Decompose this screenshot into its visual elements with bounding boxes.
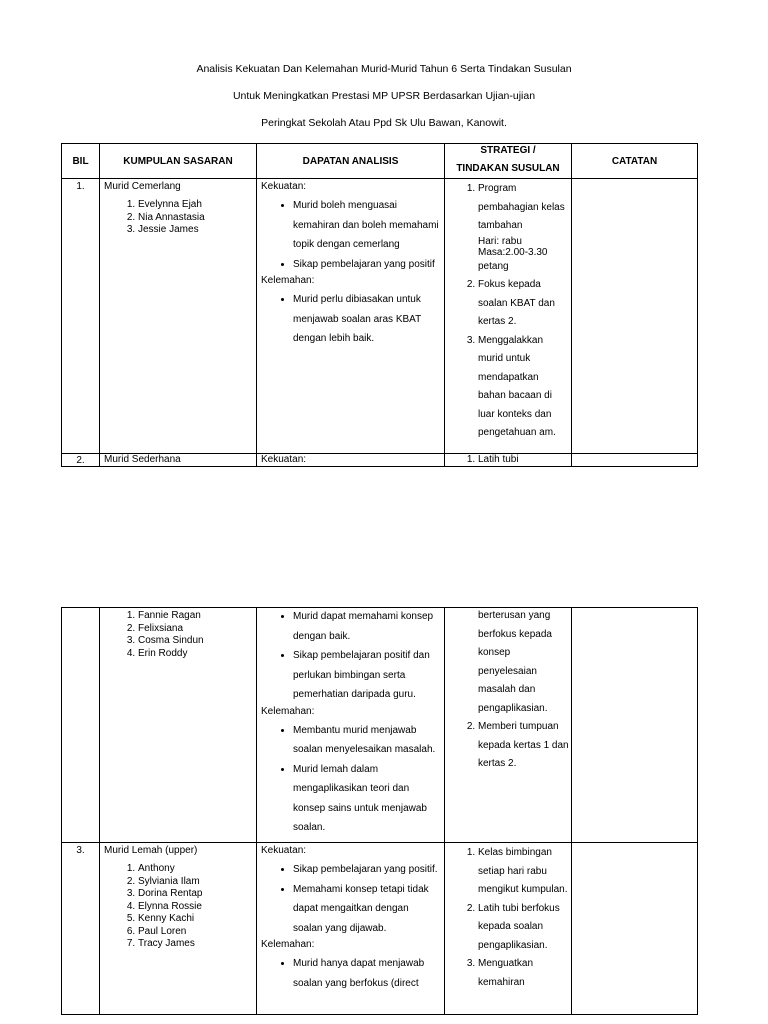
strategi-list bbox=[445, 844, 569, 992]
row-2-dapatan bbox=[257, 608, 445, 843]
row-2-catatan bbox=[572, 608, 698, 843]
kelemahan-list bbox=[261, 290, 440, 349]
list-item: • Membantu murid menjawab soalan menyelesaikan masalah. bbox=[293, 721, 440, 760]
strategi-list bbox=[445, 718, 569, 774]
row-1-strategi bbox=[445, 179, 572, 454]
list-item: 2. Latih tubi berfokus kepada soalan pengaplikasian. bbox=[478, 900, 569, 956]
list-item: 3. Dorina Rentap bbox=[138, 888, 252, 901]
strategi-1-period: petang bbox=[478, 260, 509, 272]
list-item: 5. Kenny Kachi bbox=[138, 913, 252, 926]
list-item: • Murid dapat memahami konsep dengan baik. bbox=[293, 607, 440, 646]
title-line-3: Peringkat Sekolah Atau Ppd Sk Ulu Bawan, Kanowit. bbox=[261, 117, 507, 129]
row-3-bil: 3. bbox=[62, 843, 100, 1015]
list-item: 7. Tracy James bbox=[138, 938, 252, 951]
title-line-1: Analisis Kekuatan Dan Kelemahan Murid-Murid Tahun 6 Serta Tindakan Susulan bbox=[196, 63, 572, 75]
row-1-catatan bbox=[572, 179, 698, 454]
row-1-dapatan bbox=[257, 179, 445, 454]
header-strategi-line-1: STRATEGI / bbox=[480, 145, 536, 156]
table-row bbox=[62, 608, 698, 843]
table-row bbox=[62, 843, 698, 1015]
kelemahan-label: Kelemahan: bbox=[261, 705, 315, 717]
row-2-bil-cont bbox=[62, 608, 100, 843]
list-item: 3. Menggalakkan murid untuk mendapatkan bahan bacaan di luar konteks dan pengetahuan am. bbox=[478, 332, 569, 443]
row-3-strategi bbox=[445, 843, 572, 1015]
list-item: 1. Kelas bimbingan setiap hari rabu mengikut kumpulan. bbox=[478, 844, 569, 900]
list-item: • Murid boleh menguasai kemahiran dan boleh memahami topik dengan cemerlang bbox=[293, 196, 440, 255]
row-2-strategi-start bbox=[445, 454, 572, 467]
row-2-strategi bbox=[445, 608, 572, 843]
list-item: 4. Erin Roddy bbox=[138, 648, 252, 661]
analysis-table-page-2 bbox=[61, 607, 698, 1015]
list-item: • Memahami konsep tetapi tidak dapat mengaitkan dengan soalan yang dijawab. bbox=[293, 880, 440, 939]
kekuatan-list bbox=[261, 860, 440, 938]
analysis-table-page-1 bbox=[61, 143, 698, 467]
strategi-list bbox=[445, 454, 569, 465]
row-1-group: Murid Cemerlang bbox=[104, 181, 181, 192]
table-row bbox=[62, 179, 698, 454]
list-item: • Sikap pembelajaran positif dan perlukan bimbingan serta pemerhatian daripada guru. bbox=[293, 646, 440, 705]
row-3-catatan bbox=[572, 843, 698, 1015]
table-header-row bbox=[62, 144, 698, 179]
header-strategi bbox=[445, 144, 572, 179]
list-item: • Murid hanya dapat menjawab soalan yang berfokus (direct bbox=[293, 954, 440, 993]
row-2-kumpulan bbox=[100, 608, 257, 843]
list-item: 2. Nia Annastasia bbox=[138, 212, 252, 225]
list-item: 1. Anthony bbox=[138, 863, 252, 876]
kelemahan-list bbox=[261, 721, 440, 838]
strategi-list bbox=[445, 180, 569, 443]
list-item: 2. Memberi tumpuan kepada kertas 1 dan kertas 2. bbox=[478, 718, 569, 774]
strategi-1-continued: berterusan yang berfokus kepada konsep penyelesaian masalah dan pengaplikasian. bbox=[478, 610, 552, 714]
row-2-kekuatan-label: Kekuatan: bbox=[257, 454, 445, 467]
row-1-kumpulan bbox=[100, 179, 257, 454]
kelemahan-label: Kelemahan: bbox=[261, 275, 315, 286]
header-dapatan: DAPATAN ANALISIS bbox=[257, 144, 445, 179]
row-3-student-list bbox=[104, 863, 252, 951]
strategi-1-day: Hari: rabu bbox=[478, 235, 522, 247]
header-kumpulan: KUMPULAN SASARAN bbox=[100, 144, 257, 179]
list-item: 3. Cosma Sindun bbox=[138, 635, 252, 648]
strategi-1-time: Masa:2.00-3.30 bbox=[478, 246, 548, 258]
list-item: 2. Sylviania Ilam bbox=[138, 876, 252, 889]
list-item: 4. Elynna Rossie bbox=[138, 901, 252, 914]
list-item: • Sikap pembelajaran yang positif bbox=[293, 255, 440, 275]
header-catatan: CATATAN bbox=[572, 144, 698, 179]
list-item: 1. Evelynna Ejah bbox=[138, 199, 252, 212]
document-title bbox=[0, 64, 768, 145]
kelemahan-list bbox=[261, 954, 440, 993]
kelemahan-label: Kelemahan: bbox=[261, 939, 315, 950]
list-item bbox=[478, 180, 569, 276]
list-item: 3. Jessie James bbox=[138, 224, 252, 237]
kekuatan-label: Kekuatan: bbox=[261, 181, 307, 192]
kekuatan-list bbox=[261, 607, 440, 705]
list-item: 1. Fannie Ragan bbox=[138, 610, 252, 623]
strategi-1-text: Program pembahagian kelas tambahan bbox=[478, 183, 565, 231]
row-1-student-list bbox=[104, 199, 252, 237]
row-2-catatan bbox=[572, 454, 698, 467]
list-item: 6. Paul Loren bbox=[138, 926, 252, 939]
row-2-group: Murid Sederhana bbox=[100, 454, 257, 467]
row-2-bil: 2. bbox=[62, 454, 100, 467]
kekuatan-label: Kekuatan: bbox=[261, 845, 307, 856]
header-bil: BIL bbox=[62, 144, 100, 179]
header-strategi-line-2: TINDAKAN SUSULAN bbox=[456, 163, 560, 174]
list-item: 2. Fokus kepada soalan KBAT dan kertas 2. bbox=[478, 276, 569, 332]
kekuatan-list bbox=[261, 196, 440, 274]
row-2-student-list bbox=[104, 610, 252, 660]
row-3-group: Murid Lemah (upper) bbox=[104, 845, 198, 856]
row-1-bil: 1. bbox=[62, 179, 100, 454]
row-3-kumpulan bbox=[100, 843, 257, 1015]
list-item: 3. Menguatkan kemahiran bbox=[478, 955, 569, 992]
title-line-2: Untuk Meningkatkan Prestasi MP UPSR Berdasarkan Ujian-ujian bbox=[232, 90, 536, 102]
list-item: 1. Latih tubi bbox=[478, 454, 569, 465]
row-3-dapatan bbox=[257, 843, 445, 1015]
list-item: • Sikap pembelajaran yang positif. bbox=[293, 860, 440, 880]
table-row bbox=[62, 454, 698, 467]
list-item: 2. Felixsiana bbox=[138, 623, 252, 636]
list-item: • Murid perlu dibiasakan untuk menjawab soalan aras KBAT dengan lebih baik. bbox=[293, 290, 440, 349]
list-item: • Murid lemah dalam mengaplikasikan teori dan konsep sains untuk menjawab soalan. bbox=[293, 760, 440, 838]
